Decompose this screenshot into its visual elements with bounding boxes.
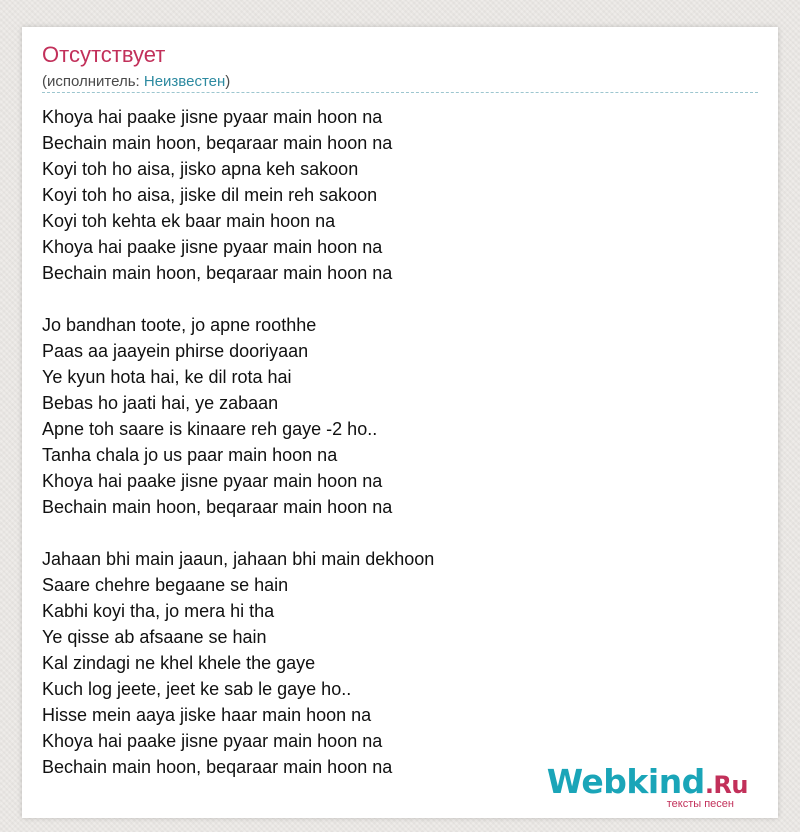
lyric-line: Tanha chala jo us paar main hoon na — [42, 445, 338, 465]
lyrics-card — [22, 27, 778, 818]
lyric-line: Kuch log jeete, jeet ke sab le gaye ho.. — [42, 679, 352, 699]
lyric-line: Koyi toh ho aisa, jisko apna keh sakoon — [42, 159, 359, 179]
lyric-line: Bechain main hoon, beqaraar main hoon na — [42, 497, 393, 517]
lyric-line: Ye kyun hota hai, ke dil rota hai — [42, 367, 292, 387]
artist-link[interactable]: Неизвестен — [143, 73, 226, 90]
site-logo[interactable] — [546, 762, 748, 810]
lyric-line: Jo bandhan toote, jo apne roothhe — [42, 315, 317, 335]
artist-prefix: (исполнитель: — [42, 73, 144, 90]
lyric-line: Bebas ho jaati hai, ye zabaan — [42, 393, 279, 413]
lyric-line: Saare chehre begaane se hain — [42, 575, 289, 595]
lyric-line: Koyi toh kehta ek baar main hoon na — [42, 211, 336, 231]
lyric-line: Apne toh saare is kinaare reh gaye -2 ho.. — [42, 419, 378, 439]
logo-name: Webkind — [546, 762, 705, 801]
lyric-line: Bechain main hoon, beqaraar main hoon na — [42, 133, 393, 153]
verse — [42, 312, 742, 520]
lyric-line: Khoya hai paake jisne pyaar main hoon na — [42, 731, 383, 751]
verse — [42, 546, 742, 780]
lyric-line: Khoya hai paake jisne pyaar main hoon na — [42, 237, 383, 257]
lyric-line: Ye qisse ab afsaane se hain — [42, 627, 267, 647]
lyric-line: Bechain main hoon, beqaraar main hoon na — [42, 757, 393, 777]
lyric-line: Jahaan bhi main jaaun, jahaan bhi main dekhoon — [42, 549, 435, 569]
lyric-line: Khoya hai paake jisne pyaar main hoon na — [42, 107, 383, 127]
artist-suffix: ) — [225, 73, 231, 90]
logo-tld: .Ru — [704, 771, 748, 799]
lyric-line: Kal zindagi ne khel khele the gaye — [42, 653, 316, 673]
lyric-line: Kabhi koyi tha, jo mera hi tha — [42, 601, 275, 621]
lyric-line: Paas aa jaayein phirse dooriyaan — [42, 341, 309, 361]
lyrics-text — [42, 104, 742, 806]
lyric-line: Hisse mein aaya jiske haar main hoon na — [42, 705, 372, 725]
lyric-line: Koyi toh ho aisa, jiske dil mein reh sakoon — [42, 185, 378, 205]
title-divider — [42, 92, 758, 93]
logo-tagline: тексты песен — [666, 798, 734, 810]
verse — [42, 104, 742, 286]
artist-line — [42, 73, 230, 91]
lyric-line: Bechain main hoon, beqaraar main hoon na — [42, 263, 393, 283]
song-title: Отсутствует — [42, 42, 166, 67]
lyric-line: Khoya hai paake jisne pyaar main hoon na — [42, 471, 383, 491]
